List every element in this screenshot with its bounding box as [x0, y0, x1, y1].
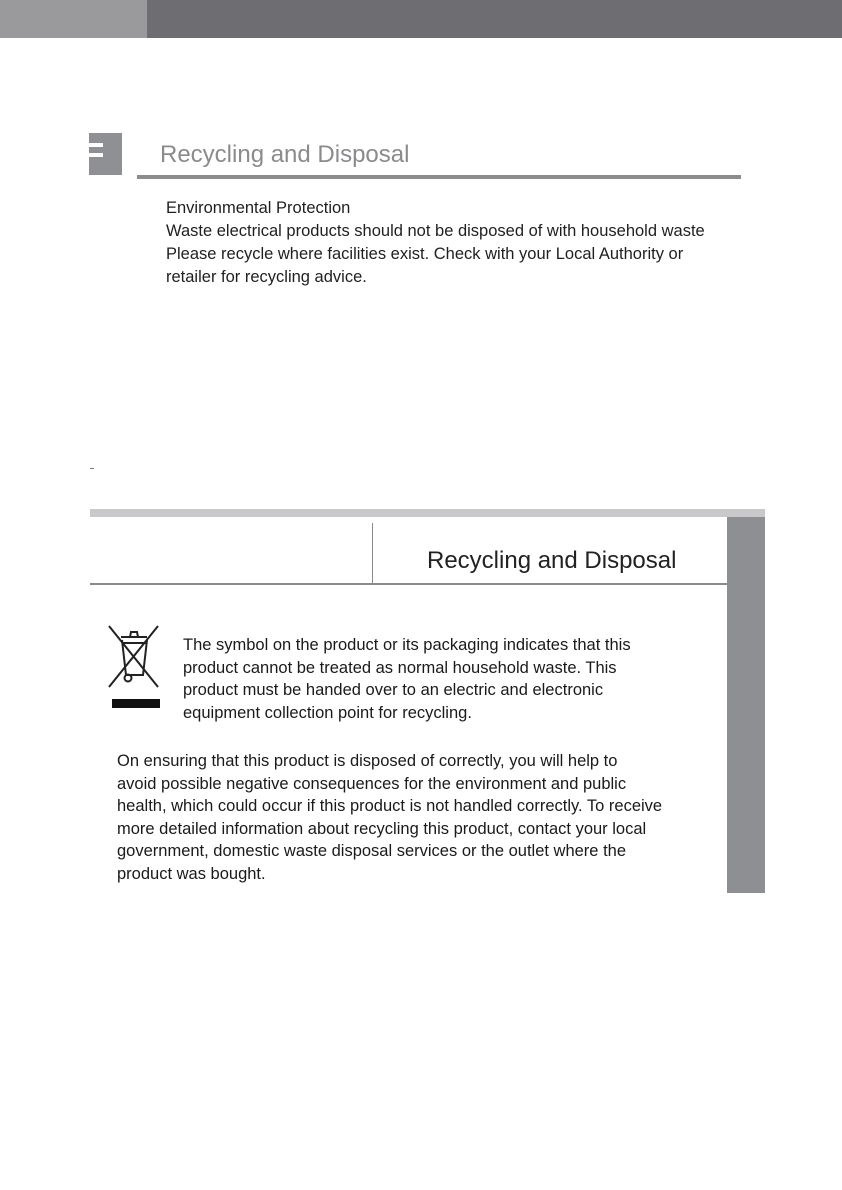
- paragraph-line: product was bought.: [117, 864, 266, 883]
- symbol-explanation: [183, 634, 631, 724]
- section-1-title: Recycling and Disposal: [160, 141, 410, 168]
- body-line: retailer for recycling advice.: [166, 268, 367, 286]
- paragraph-line: avoid possible negative consequences for the environment and public: [117, 774, 627, 793]
- section-2-vertical-divider: [372, 523, 373, 583]
- stray-mark: [90, 468, 94, 469]
- disposal-paragraph: [117, 750, 662, 885]
- section-2-title: Recycling and Disposal: [427, 547, 677, 574]
- section-1-divider: [137, 175, 741, 179]
- body-line: Please recycle where facilities exist. Check with your Local Authority or: [166, 245, 684, 263]
- symbol-line: The symbol on the product or its packaging indicates that this: [183, 636, 631, 654]
- paragraph-line: more detailed information about recycling this product, contact your local: [117, 819, 647, 838]
- section-2-side-band: [727, 517, 765, 893]
- section-tab-marker: [89, 133, 122, 175]
- section-2-top-band: [90, 509, 765, 517]
- symbol-line: product cannot be treated as normal household waste. This: [183, 658, 617, 677]
- section-1-body: [166, 197, 786, 289]
- symbol-line: equipment collection point for recycling.: [183, 703, 472, 722]
- symbol-line: product must be handed over to an electric and electronic: [183, 681, 604, 699]
- paragraph-line: health, which could occur if this product is not handled correctly. To receive: [117, 797, 663, 815]
- header-bar-right: [147, 0, 842, 38]
- section-2-horizontal-divider: [90, 583, 727, 585]
- paragraph-line: government, domestic waste disposal services or the outlet where the: [117, 842, 627, 860]
- environmental-protection-heading: Environmental Protection: [166, 199, 351, 217]
- header-bar-left: [0, 0, 147, 38]
- paragraph-line: On ensuring that this product is disposed of correctly, you will help to: [117, 752, 618, 770]
- crossed-out-wheelie-bin-icon: [106, 623, 162, 713]
- body-line: Waste electrical products should not be disposed of with household waste: [166, 222, 705, 240]
